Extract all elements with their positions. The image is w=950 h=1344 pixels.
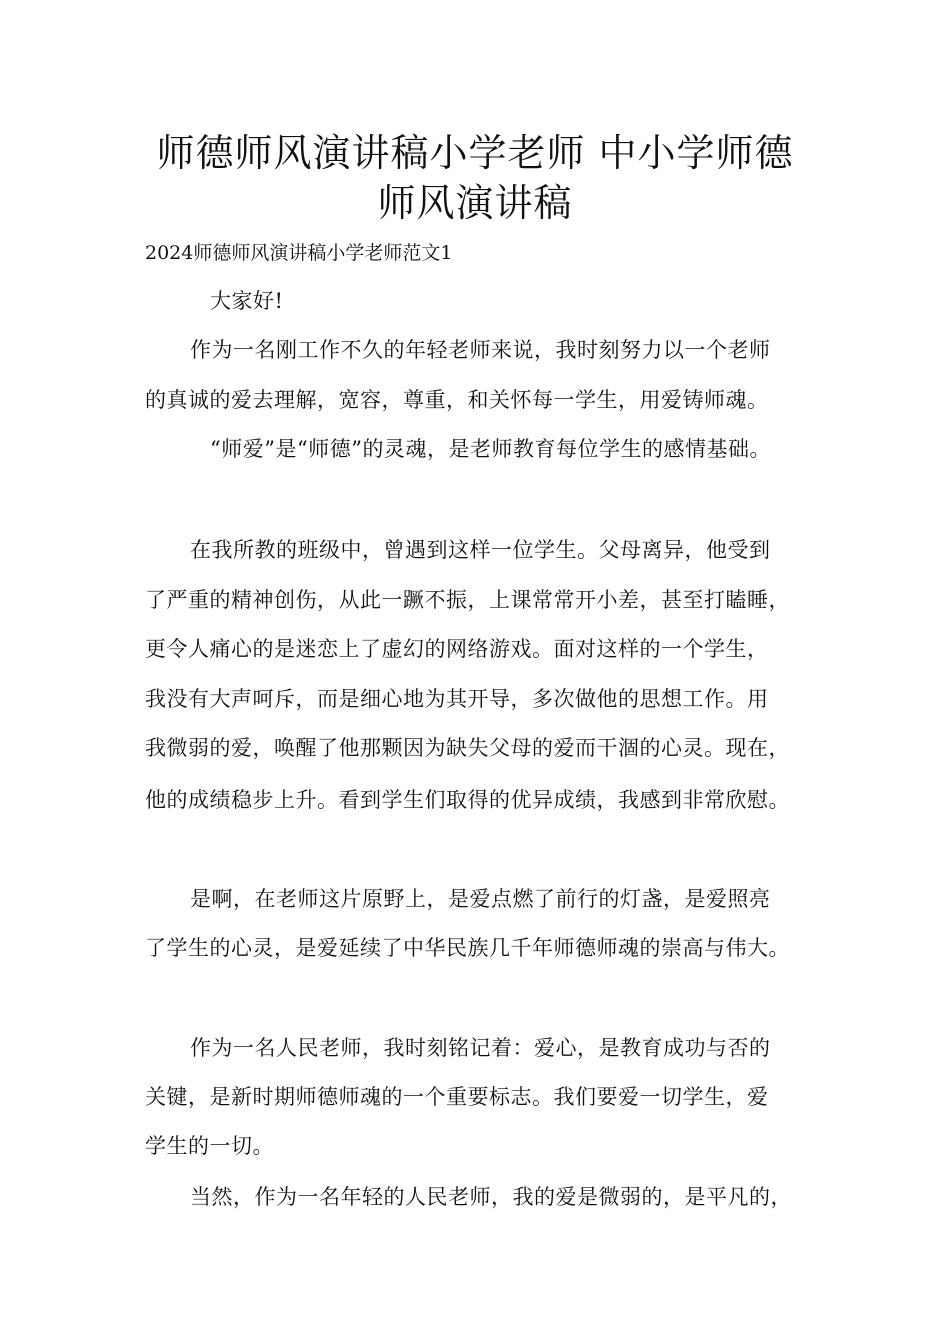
text-line: 作为一名人民老师，我时刻铭记着：爱心，是教育成功与否的: [190, 1036, 771, 1060]
text-line: 的真诚的爱去理解，宽容，尊重，和关怀每一学生，用爱铸师魂。: [145, 388, 769, 412]
text-line: 我微弱的爱，唤醒了他那颗因为缺失父母的爱而干涸的心灵。现在，: [145, 736, 790, 760]
text-line: 他的成绩稳步上升。看到学生们取得的优异成绩，我感到非常欣慰。: [145, 788, 790, 812]
text-line: 是啊，在老师这片原野上，是爱点燃了前行的灯盏，是爱照亮: [190, 887, 771, 911]
title-line-1: 师德师风演讲稿小学老师 中小学师德: [156, 131, 794, 175]
text-line: 大家好!: [210, 289, 284, 313]
text-line: 了严重的精神创伤，从此一蹶不振，上课常常开小差，甚至打瞌睡，: [145, 588, 790, 612]
text-line: 关键，是新时期师德师魂的一个重要标志。我们要爱一切学生，爱: [145, 1085, 769, 1109]
text-line: 了学生的心灵，是爱延续了中华民族几千年师德师魂的崇高与伟大。: [145, 936, 790, 960]
document-title: [130, 128, 820, 228]
text-line: 在我所教的班级中，曾遇到这样一位学生。父母离异，他受到: [190, 538, 771, 562]
document-subtitle: 2024师德师风演讲稿小学老师范文1: [145, 242, 453, 264]
text-line: 更令人痛心的是迷恋上了虚幻的网络游戏。面对这样的一个学生，: [145, 637, 769, 661]
text-line: 学生的一切。: [145, 1134, 274, 1158]
text-line: 我没有大声呵斥，而是细心地为其开导，多次做他的思想工作。用: [145, 687, 769, 711]
text-line: 当然，作为一名年轻的人民老师，我的爱是微弱的，是平凡的，: [190, 1185, 792, 1209]
text-line: “师爱”是“师德”的灵魂，是老师教育每位学生的感情基础。: [210, 437, 771, 461]
title-line-2: 师风演讲稿: [377, 181, 573, 225]
text-line: 作为一名刚工作不久的年轻老师来说，我时刻努力以一个老师: [190, 338, 771, 362]
